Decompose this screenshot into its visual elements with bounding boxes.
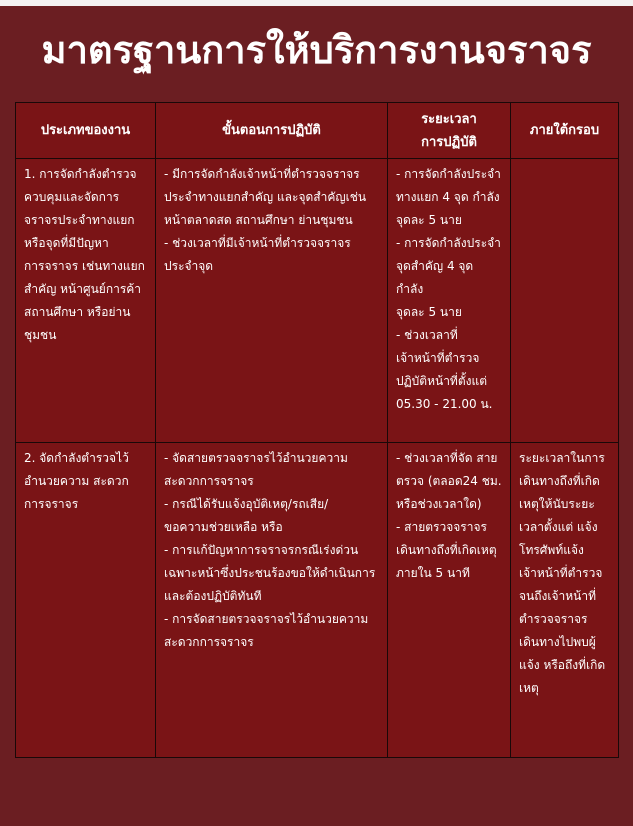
- cell-line: จนถึงเจ้าหน้าที่: [519, 589, 596, 603]
- service-standard-table: [15, 102, 618, 757]
- cell-line: - จัดสายตรวจจราจรไว้อำนวยความ: [164, 451, 348, 465]
- cell-line: เหตุ: [519, 681, 539, 695]
- cell-line: - การจัดกำลังประจำ: [396, 236, 501, 250]
- row2-framework: [511, 443, 619, 758]
- table-row: [16, 159, 619, 443]
- header-type: ประเภทของงาน: [16, 103, 156, 159]
- cell-line: ประจำทางแยกสำคัญ และจุดสำคัญเช่น: [164, 190, 367, 204]
- cell-line: เฉพาะหน้าซึ่งประชนร้องขอให้ดำเนินการ: [164, 566, 376, 580]
- cell-line: ทางแยก 4 จุด กำลัง: [396, 190, 500, 204]
- cell-line: เดินทางถึงที่เกิดเหตุ: [396, 543, 497, 557]
- cell-line: หน้าตลาดสด สถานศึกษา ย่านชุมชน: [164, 213, 353, 227]
- cell-line: สถานศึกษา หรือย่าน: [24, 305, 131, 319]
- cell-line: - กรณีได้รับแจ้งอุบัติเหตุ/รถเสีย/: [164, 497, 329, 511]
- cell-line: เจ้าหน้าที่ตำรวจ: [396, 351, 480, 365]
- cell-line: จุดละ 5 นาย: [396, 213, 462, 227]
- header-procedure: ขั้นตอนการปฏิบัติ: [156, 103, 388, 159]
- cell-line: จราจรประจำทางแยก: [24, 213, 135, 227]
- cell-line: - การจัดกำลังประจำ: [396, 167, 501, 181]
- cell-line: ประจำจุด: [164, 259, 214, 273]
- cell-line: แจ้ง หรือถึงที่เกิด: [519, 658, 606, 672]
- cell-line: ภายใน 5 นาที: [396, 566, 470, 580]
- cell-line: และต้องปฏิบัติทันที: [164, 589, 262, 603]
- cell-line: หรือจุดที่มีปัญหา: [24, 236, 109, 250]
- cell-line: - มีการจัดกำลังเจ้าหน้าที่ตำรวจจราจร: [164, 167, 360, 181]
- cell-line: เดินทางถึงที่เกิด: [519, 474, 600, 488]
- cell-line: ตำรวจจราจร: [519, 612, 588, 626]
- row2-type: [16, 443, 156, 758]
- cell-line: - ช่วงเวลาที่มีเจ้าหน้าที่ตำรวจจราจร: [164, 236, 351, 250]
- cell-line: 05.30 - 21.00 น.: [396, 397, 493, 411]
- cell-line: ปฏิบัติหน้าที่ตั้งแต่: [396, 374, 488, 388]
- cell-line: หรือช่วงเวลาใด): [396, 497, 482, 511]
- cell-line: เดินทางไปพบผู้: [519, 635, 596, 649]
- cell-line: 1. การจัดกำลังตำรวจ: [24, 167, 137, 181]
- cell-line: - ช่วงเวลาที่จัด สาย: [396, 451, 498, 465]
- cell-line: เหตุให้นับระยะ: [519, 497, 595, 511]
- cell-line: การจราจร: [24, 497, 79, 511]
- cell-line: ชุมชน: [24, 328, 57, 342]
- cell-line: - สายตรวจจราจร: [396, 520, 487, 534]
- cell-line: 2. จัดกำลังตำรวจไว้: [24, 451, 129, 465]
- cell-line: สำคัญ หน้าศูนย์การค้า: [24, 282, 142, 296]
- cell-line: ขอความช่วยเหลือ หรือ: [164, 520, 283, 534]
- cell-line: จุดละ 5 นาย: [396, 305, 462, 319]
- cell-line: สะดวกการจราจร: [164, 635, 254, 649]
- row1-framework: [511, 159, 619, 443]
- header-framework: ภายใต้กรอบ: [511, 103, 619, 159]
- top-band: [0, 0, 633, 6]
- cell-line: เจ้าหน้าที่ตำรวจ: [519, 566, 603, 580]
- table-header-row: [16, 103, 619, 159]
- cell-line: อำนวยความ สะดวก: [24, 474, 129, 488]
- cell-line: ควบคุมและจัดการ: [24, 190, 120, 204]
- header-duration: [388, 103, 511, 159]
- cell-line: - การจัดสายตรวจจราจรไว้อำนวยความ: [164, 612, 369, 626]
- cell-line: โทรศัพท์แจ้ง: [519, 543, 584, 557]
- table-row: [16, 443, 619, 758]
- header-duration-line1: ระยะเวลา: [421, 111, 477, 127]
- row1-procedure: [156, 159, 388, 443]
- cell-line: จุดสำคัญ 4 จุด กำลัง: [396, 259, 474, 296]
- cell-line: ตรวจ (ตลอด24 ชม.: [396, 474, 502, 488]
- cell-line: ระยะเวลาในการ: [519, 451, 605, 465]
- row1-duration: [388, 159, 511, 443]
- header-duration-line2: การปฏิบัติ: [421, 134, 477, 150]
- cell-line: - ช่วงเวลาที่: [396, 328, 458, 342]
- cell-line: การจราจร เช่นทางแยก: [24, 259, 145, 273]
- cell-line: สะดวกการจราจร: [164, 474, 254, 488]
- cell-line: - การแก้ปัญหาการจราจรกรณีเร่งด่วน: [164, 543, 359, 557]
- cell-line: เวลาตั้งแต่ แจ้ง: [519, 520, 598, 534]
- row1-type: [16, 159, 156, 443]
- row2-duration: [388, 443, 511, 758]
- page-title: มาตรฐานการให้บริการงานจราจร: [41, 28, 592, 72]
- row2-procedure: [156, 443, 388, 758]
